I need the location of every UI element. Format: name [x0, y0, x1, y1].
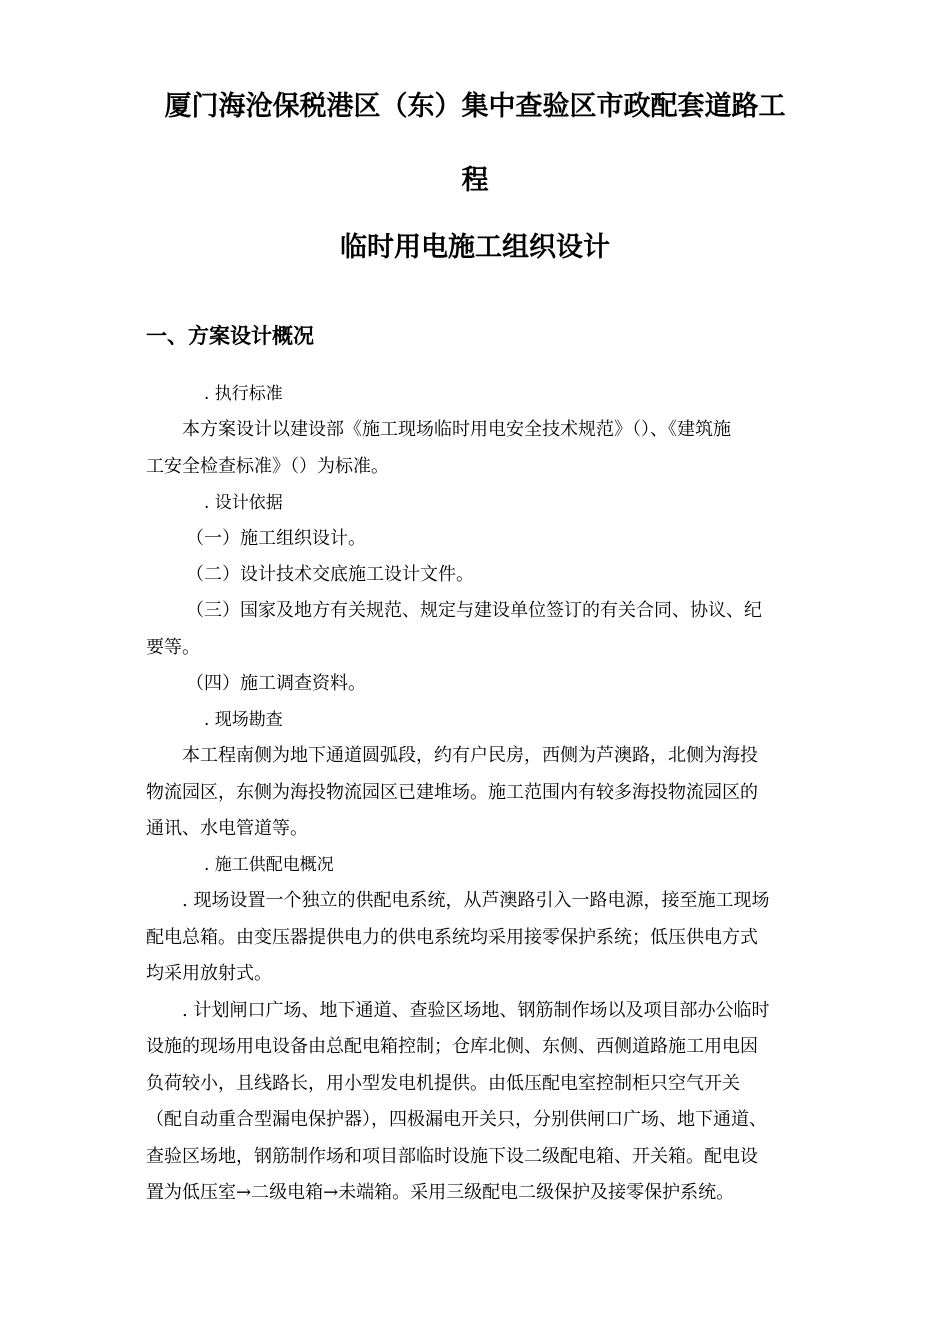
paragraph-line: 置为低压室→二级电箱→未端箱。采用三级配电二级保护及接零保护系统。 [146, 1182, 735, 1203]
paragraph-line: 负荷较小，且线路长，用小型发电机提供。由低压配电室控制柜只空气开关 [146, 1073, 740, 1094]
subsection-heading-survey: . 现场勘查 [204, 710, 283, 730]
paragraph-line: 设施的现场用电设备由总配电箱控制；仓库北侧、东侧、西侧道路施工用电因 [146, 1036, 758, 1057]
paragraph-line: （配自动重合型漏电保护器），四极漏电开关只，分别供闸口广场、地下通道、 [146, 1109, 767, 1130]
section-heading-overview: 一、方案设计概况 [146, 324, 314, 348]
list-item: （四）施工调查资料。 [186, 673, 366, 694]
subsection-heading-power-supply: . 施工供配电概况 [204, 855, 334, 875]
paragraph-line: 本工程南侧为地下通道圆弧段，约有户民房，西侧为芦澳路，北侧为海投 [182, 745, 758, 766]
paragraph-line: . 现场设置一个独立的供配电系统，从芦澳路引入一路电源，接至施工现场 [182, 890, 770, 911]
paragraph-line: 查验区场地，钢筋制作场和项目部临时设施下设二级配电箱、开关箱。配电设 [146, 1146, 758, 1167]
document-title-line-1: 厦门海沧保税港区（东）集中查验区市政配套道路工 [164, 91, 786, 122]
paragraph-line: 均采用放射式。 [146, 963, 272, 984]
paragraph-line: . 计划闸口广场、地下通道、查验区场地、钢筋制作场以及项目部办公临时 [182, 1000, 770, 1021]
paragraph-line: 配电总箱。由变压器提供电力的供电系统均采用接零保护系统；低压供电方式 [146, 927, 758, 948]
subsection-heading-basis: . 设计依据 [204, 493, 283, 513]
document-title-line-2: 程 [461, 165, 489, 196]
subsection-heading-standards: . 执行标准 [204, 384, 283, 404]
paragraph-line: 工安全检查标准》（）为标准。 [146, 456, 389, 477]
list-item: （三）国家及地方有关规范、规定与建设单位签订的有关合同、协议、纪 [186, 600, 762, 621]
paragraph-line: 通讯、水电管道等。 [146, 818, 308, 839]
list-item: （一）施工组织设计。 [186, 528, 366, 549]
paragraph-line: 物流园区，东侧为海投物流园区已建堆场。施工范围内有较多海投物流园区的 [146, 782, 758, 803]
document-subtitle: 临时用电施工组织设计 [340, 232, 610, 263]
list-item-continuation: 要等。 [146, 637, 200, 658]
list-item: （二）设计技术交底施工设计文件。 [186, 564, 474, 585]
paragraph-line: 本方案设计以建设部《施工现场临时用电安全技术规范》（）、《建筑施 [182, 419, 731, 440]
